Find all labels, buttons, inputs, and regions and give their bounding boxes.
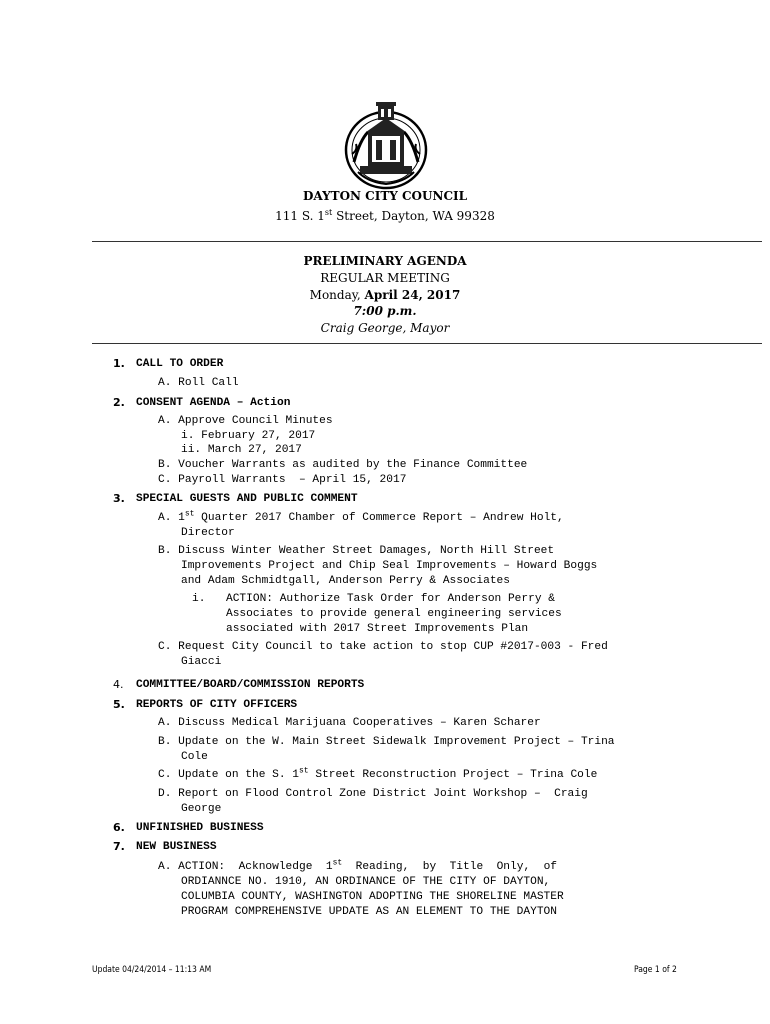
item-number: 3. (113, 492, 125, 505)
sub-item: A. Approve Council Minutes (158, 415, 333, 427)
sub-item: C. Payroll Warrants – April 15, 2017 (158, 474, 407, 486)
item-number: 2. (113, 396, 125, 409)
item-number: 1. (113, 357, 125, 370)
agenda-title: PRELIMINARY AGENDA (303, 254, 467, 268)
footer-page-number: Page 1 of 2 (634, 965, 677, 975)
sub-item: A. ACTION: Acknowledge 1st Reading, by Title Only, of (158, 858, 558, 873)
sub-item: Director (181, 527, 235, 539)
sub-item: ii. March 27, 2017 (181, 444, 302, 456)
sub-item: ACTION: Authorize Task Order for Anderson Perry & (226, 593, 555, 605)
sub-item: B. Discuss Winter Weather Street Damages, North Hill Street (158, 545, 555, 557)
item-title-new-business: NEW BUSINESS (136, 841, 217, 853)
sub-item: A. Discuss Medical Marijuana Cooperatives – Karen Scharer (158, 717, 541, 729)
sub-item: Associates to provide general engineering services (226, 608, 562, 620)
sub-item: PROGRAM COMPREHENSIVE UPDATE AS AN ELEMENT TO THE DAYTON (181, 906, 557, 918)
sub-item: i. February 27, 2017 (181, 430, 316, 442)
sub-item: C. Update on the S. 1st Street Reconstruction Project – Trina Cole (158, 766, 598, 781)
meeting-type: REGULAR MEETING (320, 271, 450, 285)
sub-item: A. 1st Quarter 2017 Chamber of Commerce Report – Andrew Holt, (158, 509, 564, 524)
sub-item: B. Update on the W. Main Street Sidewalk Improvement Project – Trina (158, 736, 615, 748)
sub-item: Giacci (181, 656, 222, 668)
item-number: 7. (113, 840, 125, 853)
sub-item: A. Roll Call (158, 377, 239, 389)
item-title-special-guests: SPECIAL GUESTS AND PUBLIC COMMENT (136, 493, 358, 505)
sub-item: COLUMBIA COUNTY, WASHINGTON ADOPTING THE SHORELINE MASTER (181, 891, 564, 903)
footer-update-stamp: Update 04/24/2014 – 11:13 AM (92, 965, 212, 975)
item-number: 4. (113, 678, 124, 691)
item-title-consent-agenda: CONSENT AGENDA – Action (136, 397, 291, 409)
sub-item: George (181, 803, 222, 815)
sub-item: associated with 2017 Street Improvements Plan (226, 623, 529, 635)
mayor-name: Craig George, Mayor (320, 321, 450, 335)
item-title-city-officers: REPORTS OF CITY OFFICERS (136, 699, 298, 711)
item-title-call-to-order: CALL TO ORDER (136, 358, 224, 370)
sub-item: B. Voucher Warrants as audited by the Finance Committee (158, 459, 528, 471)
meeting-time: 7:00 p.m. (353, 304, 417, 318)
item-number: 6. (113, 821, 125, 834)
item-title-unfinished-business: UNFINISHED BUSINESS (136, 822, 264, 834)
item-number: 5. (113, 698, 125, 711)
sub-item-number: i. (192, 593, 206, 605)
header-divider-top (92, 241, 762, 242)
meeting-date: Monday, April 24, 2017 (309, 288, 461, 302)
city-seal-logo (338, 92, 434, 192)
council-name: DAYTON CITY COUNCIL (302, 189, 468, 203)
sub-item: ORDIANNCE NO. 1910, AN ORDINANCE OF THE CITY OF DAYTON, (181, 876, 551, 888)
sub-item: Improvements Project and Chip Seal Improvements – Howard Boggs (181, 560, 598, 572)
item-title-committee-reports: COMMITTEE/BOARD/COMMISSION REPORTS (136, 679, 365, 691)
sub-item: and Adam Schmidtgall, Anderson Perry & Associates (181, 575, 510, 587)
sub-item: C. Request City Council to take action to stop CUP #2017-003 - Fred (158, 641, 608, 653)
council-address: 111 S. 1st Street, Dayton, WA 99328 (275, 208, 495, 223)
sub-item: D. Report on Flood Control Zone District Joint Workshop – Craig (158, 788, 588, 800)
header-divider-bottom (92, 343, 762, 344)
sub-item: Cole (181, 751, 208, 763)
